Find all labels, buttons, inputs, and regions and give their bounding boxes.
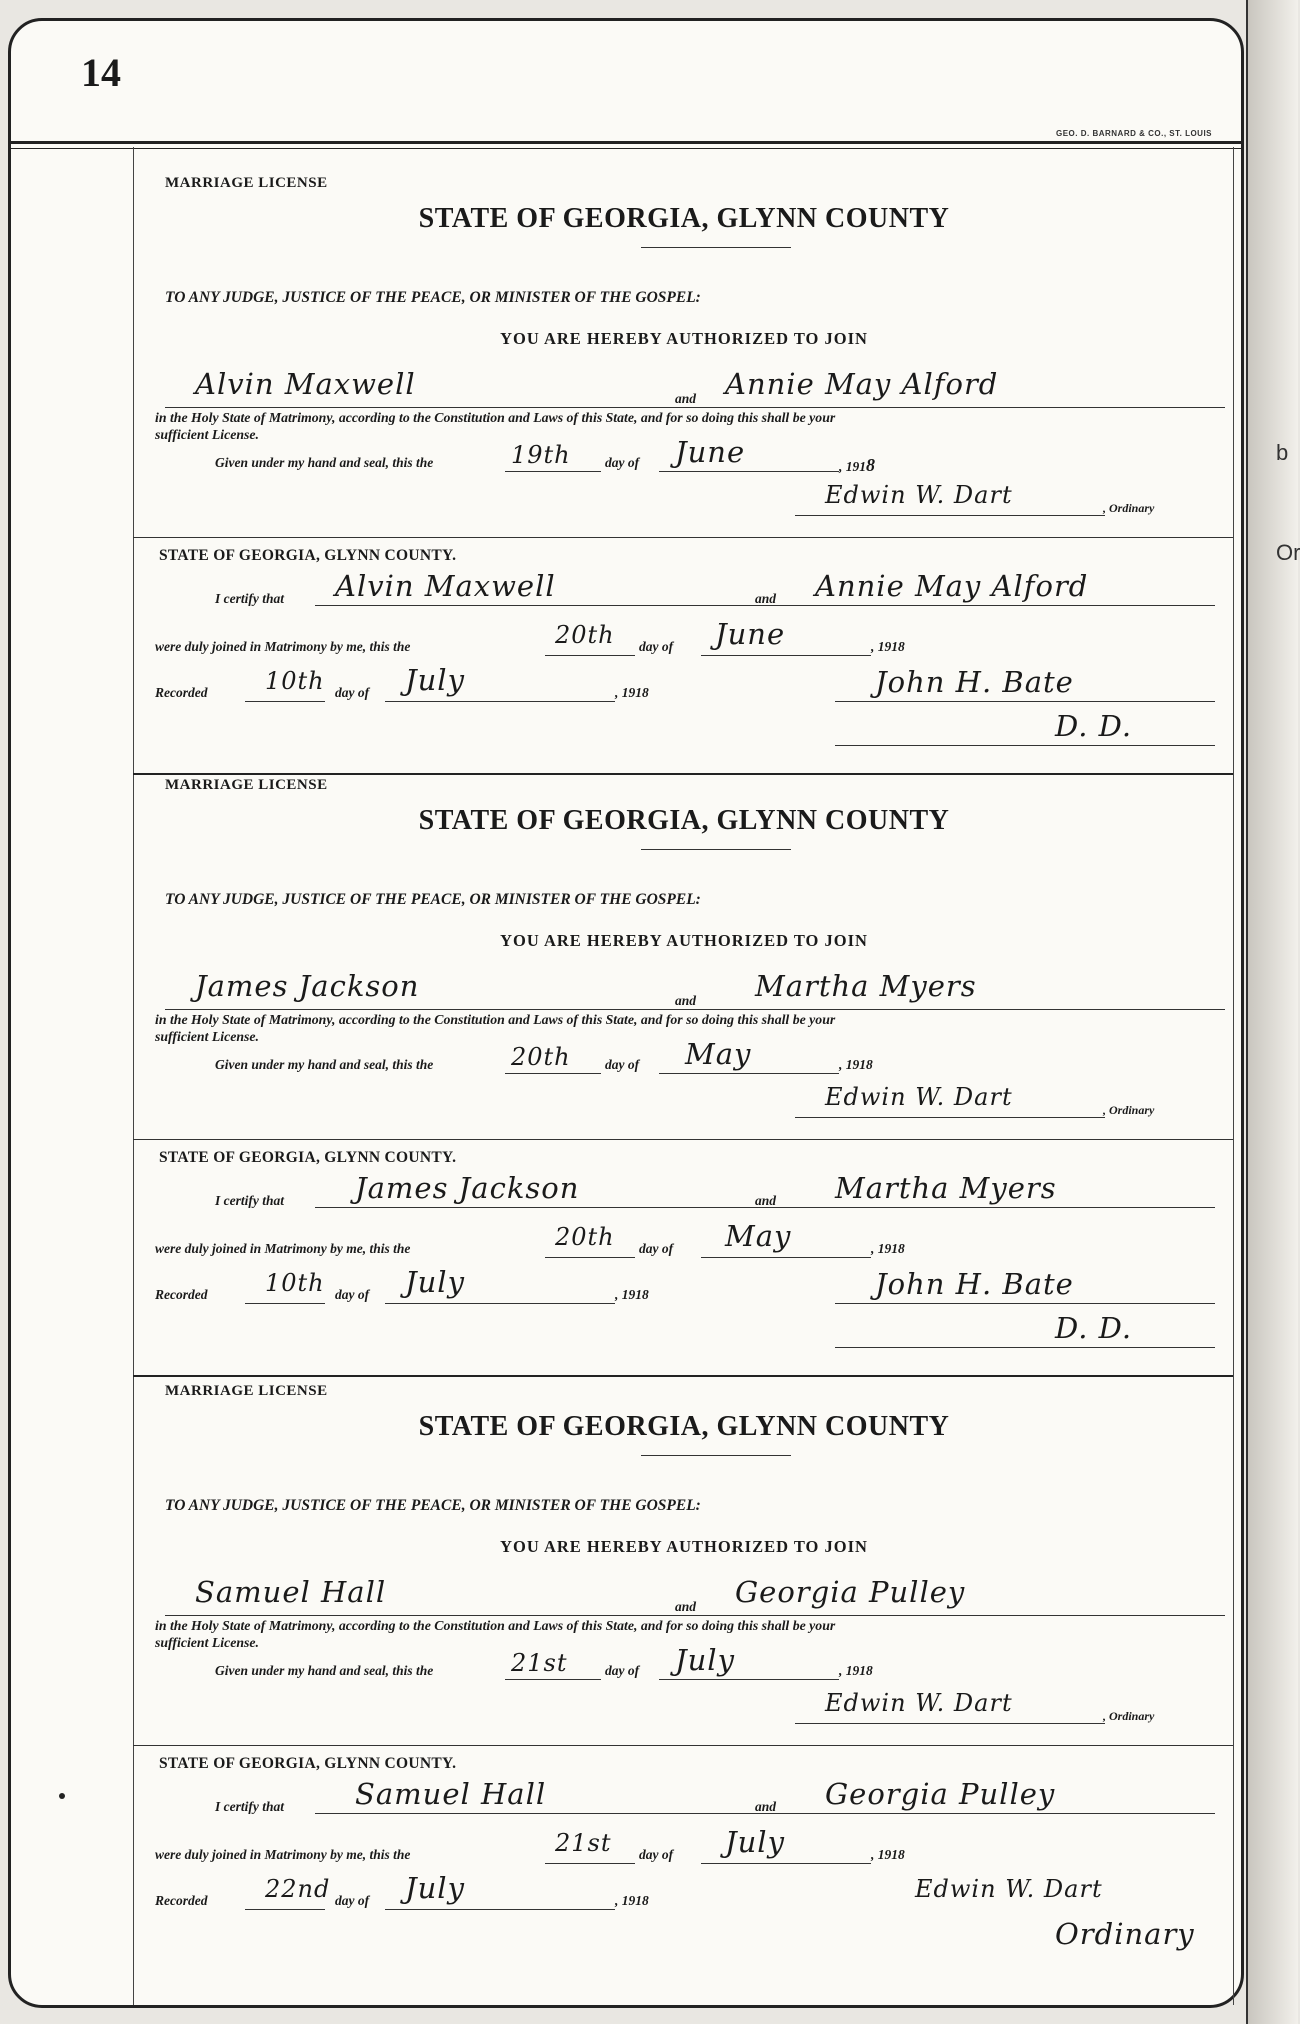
year-prefix: , 191 — [839, 1057, 866, 1072]
groom-name: Alvin Maxwell — [195, 367, 416, 401]
officiant-title: D. D. — [1055, 1311, 1133, 1345]
recorded-label: Recorded — [155, 1893, 208, 1908]
certificate-heading: STATE OF GEORGIA, GLYNN COUNTY. — [159, 547, 457, 564]
section-divider — [133, 1745, 1233, 1746]
bride-name: Georgia Pulley — [735, 1575, 966, 1609]
given-under-label: Given under my hand and seal, this the — [215, 1057, 434, 1072]
left-margin-line — [133, 147, 134, 2005]
groom-name: James Jackson — [195, 969, 420, 1003]
record-divider — [133, 1375, 1233, 1377]
adjacent-page-edge — [1246, 0, 1298, 2024]
year-label — [839, 1663, 873, 1679]
license-month-underline — [659, 471, 839, 472]
license-year-digit: 8 — [866, 1663, 873, 1678]
recorded-year-digit: 8 — [642, 1287, 649, 1302]
recorded-month-underline — [385, 1303, 615, 1304]
license-year-digit: 8 — [866, 455, 875, 475]
license-year-digit: 8 — [866, 1057, 873, 1072]
page-number: 14 — [81, 50, 121, 95]
state-title: STATE OF GEORGIA, GLYNN COUNTY — [418, 805, 950, 836]
recorded-month: July — [405, 1871, 465, 1905]
license-month-underline — [659, 1679, 839, 1680]
cert-bride-name: Georgia Pulley — [825, 1777, 1056, 1811]
bride-name: Martha Myers — [755, 969, 977, 1003]
year-prefix: , 191 — [871, 639, 898, 654]
day-of-label: day of — [335, 1893, 370, 1908]
and-label: and — [675, 391, 697, 406]
married-year-digit: 8 — [898, 1241, 905, 1256]
matrimony-line-2: sufficient License. — [155, 427, 259, 443]
matrimony-line-1: in the Holy State of Matrimony, according to the Constitution and Laws of this State, and for so doing this shall be your — [155, 410, 836, 425]
year-prefix: , 191 — [839, 1663, 866, 1678]
day-of-label: day of — [335, 1287, 370, 1302]
duly-joined-label: were duly joined in Matrimony by me, this the — [155, 1847, 411, 1862]
day-of-label: day of — [605, 1057, 640, 1072]
year-prefix: , 191 — [615, 1287, 642, 1302]
duly-joined-label: were duly joined in Matrimony by me, this the — [155, 639, 411, 654]
day-of-label: day of — [639, 1847, 674, 1862]
license-day: 19th — [511, 441, 571, 469]
license-month: July — [675, 1643, 735, 1677]
recorded-day: 10th — [265, 1269, 325, 1297]
married-month: May — [725, 1219, 792, 1253]
and-label: and — [675, 993, 697, 1008]
day-of-label: day of — [605, 1663, 640, 1678]
title-rule — [641, 849, 791, 850]
recorded-day-underline — [245, 701, 325, 702]
year-label — [839, 1057, 873, 1073]
license-heading: MARRIAGE LICENSE — [165, 777, 328, 793]
license-day-underline — [505, 471, 601, 472]
year-label — [871, 1847, 905, 1863]
cert-groom-name: Alvin Maxwell — [335, 569, 556, 603]
married-day-underline — [545, 1863, 635, 1864]
officiant-signature: John H. Bate — [875, 665, 1074, 699]
and-label: and — [755, 1193, 777, 1208]
married-year-digit: 8 — [898, 639, 905, 654]
adjacent-page-fragment: b — [1276, 440, 1289, 465]
married-day: 20th — [555, 621, 615, 649]
matrimony-line-1: in the Holy State of Matrimony, according to the Constitution and Laws of this State, and for so doing this shall be your — [155, 1012, 836, 1027]
day-of-label: day of — [605, 455, 640, 470]
given-under-label: Given under my hand and seal, this the — [215, 455, 434, 470]
names-underline — [165, 1009, 1225, 1010]
cert-names-underline — [315, 1813, 1215, 1814]
officiant-title-underline — [835, 745, 1215, 746]
license-day-underline — [505, 1073, 601, 1074]
married-day: 21st — [555, 1829, 612, 1857]
marriage-record-1 — [135, 171, 1233, 771]
authorized-line: YOU ARE HEREBY AUTHORIZED TO JOIN — [500, 1537, 868, 1556]
license-month-underline — [659, 1073, 839, 1074]
cert-names-underline — [315, 1207, 1215, 1208]
to-judge-line: TO ANY JUDGE, JUSTICE OF THE PEACE, OR MINISTER OF THE GOSPEL: — [165, 289, 701, 306]
recorded-month-underline — [385, 1909, 615, 1910]
bride-name: Annie May Alford — [725, 367, 999, 401]
year-prefix: , 191 — [839, 459, 866, 474]
license-month: May — [685, 1037, 752, 1071]
given-under-label: Given under my hand and seal, this the — [215, 1663, 434, 1678]
officiant-title: D. D. — [1055, 709, 1133, 743]
married-day: 20th — [555, 1223, 615, 1251]
and-label: and — [755, 1799, 777, 1814]
ordinary-underline — [795, 1723, 1105, 1724]
married-month-underline — [701, 1257, 871, 1258]
license-month: June — [675, 435, 746, 469]
license-day-underline — [505, 1679, 601, 1680]
recorded-month: July — [405, 1265, 465, 1299]
and-label: and — [755, 591, 777, 606]
right-margin-line — [1233, 147, 1234, 2005]
matrimony-line-2: sufficient License. — [155, 1635, 259, 1651]
ink-speck — [59, 1793, 65, 1799]
certify-label: I certify that — [215, 1193, 284, 1208]
authorized-line: YOU ARE HEREBY AUTHORIZED TO JOIN — [500, 931, 868, 950]
officiant-title-underline — [835, 1347, 1215, 1348]
year-prefix: , 191 — [615, 685, 642, 700]
ordinary-signature: Edwin W. Dart — [825, 1083, 1013, 1111]
marriage-record-3 — [135, 1379, 1233, 1999]
state-title: STATE OF GEORGIA, GLYNN COUNTY — [418, 1411, 950, 1442]
recorded-month: July — [405, 663, 465, 697]
year-label — [871, 1241, 905, 1257]
year-label — [615, 685, 649, 701]
certificate-heading: STATE OF GEORGIA, GLYNN COUNTY. — [159, 1149, 457, 1166]
married-month: July — [725, 1825, 785, 1859]
cert-groom-name: Samuel Hall — [355, 1777, 547, 1811]
adjacent-page-fragment: Or — [1276, 540, 1300, 565]
day-of-label: day of — [639, 639, 674, 654]
cert-names-underline — [315, 605, 1215, 606]
officiant-underline — [835, 701, 1215, 702]
matrimony-line-1: in the Holy State of Matrimony, according to the Constitution and Laws of this State, and for so doing this shall be your — [155, 1618, 836, 1633]
year-prefix: , 191 — [871, 1847, 898, 1862]
married-day-underline — [545, 1257, 635, 1258]
ordinary-underline — [795, 515, 1105, 516]
ordinary-label: , Ordinary — [1103, 1103, 1155, 1117]
certificate-heading: STATE OF GEORGIA, GLYNN COUNTY. — [159, 1755, 457, 1772]
day-of-label: day of — [639, 1241, 674, 1256]
cert-bride-name: Annie May Alford — [815, 569, 1089, 603]
duly-joined-label: were duly joined in Matrimony by me, this the — [155, 1241, 411, 1256]
matrimony-line-2: sufficient License. — [155, 1029, 259, 1045]
groom-name: Samuel Hall — [195, 1575, 387, 1609]
names-underline — [165, 407, 1225, 408]
to-judge-line: TO ANY JUDGE, JUSTICE OF THE PEACE, OR MINISTER OF THE GOSPEL: — [165, 891, 701, 908]
officiant-signature: John H. Bate — [875, 1267, 1074, 1301]
cert-bride-name: Martha Myers — [835, 1171, 1057, 1205]
year-label — [615, 1893, 649, 1909]
recorded-month-underline — [385, 701, 615, 702]
title-rule — [641, 247, 791, 248]
year-label — [871, 639, 905, 655]
married-day-underline — [545, 655, 635, 656]
ordinary-signature: Edwin W. Dart — [825, 481, 1013, 509]
ordinary-signature: Edwin W. Dart — [825, 1689, 1013, 1717]
names-underline — [165, 1615, 1225, 1616]
year-label — [839, 455, 875, 476]
ordinary-underline — [795, 1117, 1105, 1118]
license-day: 20th — [511, 1043, 571, 1071]
married-month-underline — [701, 655, 871, 656]
license-heading: MARRIAGE LICENSE — [165, 175, 328, 191]
married-month: June — [715, 617, 786, 651]
recorded-day-underline — [245, 1909, 325, 1910]
married-month-underline — [701, 1863, 871, 1864]
recorded-day-underline — [245, 1303, 325, 1304]
officiant-title: Ordinary — [1055, 1917, 1195, 1951]
and-label: and — [675, 1599, 697, 1614]
to-judge-line: TO ANY JUDGE, JUSTICE OF THE PEACE, OR MINISTER OF THE GOSPEL: — [165, 1497, 701, 1514]
recorded-day: 22nd — [265, 1875, 331, 1903]
certify-label: I certify that — [215, 591, 284, 606]
state-title: STATE OF GEORGIA, GLYNN COUNTY — [418, 203, 950, 234]
officiant-signature: Edwin W. Dart — [915, 1875, 1103, 1903]
license-day: 21st — [511, 1649, 568, 1677]
authorized-line: YOU ARE HEREBY AUTHORIZED TO JOIN — [500, 329, 868, 348]
recorded-label: Recorded — [155, 685, 208, 700]
year-prefix: , 191 — [615, 1893, 642, 1908]
recorded-day: 10th — [265, 667, 325, 695]
certify-label: I certify that — [215, 1799, 284, 1814]
cert-groom-name: James Jackson — [355, 1171, 580, 1205]
married-year-digit: 8 — [898, 1847, 905, 1862]
header-rule — [11, 141, 1241, 149]
marriage-record-2 — [135, 773, 1233, 1373]
printer-imprint: GEO. D. BARNARD & CO., ST. LOUIS — [1056, 129, 1213, 138]
year-label — [615, 1287, 649, 1303]
recorded-label: Recorded — [155, 1287, 208, 1302]
ordinary-label: , Ordinary — [1103, 501, 1155, 515]
officiant-underline — [835, 1303, 1215, 1304]
recorded-year-digit: 8 — [642, 1893, 649, 1908]
day-of-label: day of — [335, 685, 370, 700]
section-divider — [133, 537, 1233, 538]
ledger-page — [8, 18, 1244, 2008]
license-heading: MARRIAGE LICENSE — [165, 1383, 328, 1399]
section-divider — [133, 1139, 1233, 1140]
ordinary-label: , Ordinary — [1103, 1709, 1155, 1723]
year-prefix: , 191 — [871, 1241, 898, 1256]
title-rule — [641, 1455, 791, 1456]
recorded-year-digit: 8 — [642, 685, 649, 700]
